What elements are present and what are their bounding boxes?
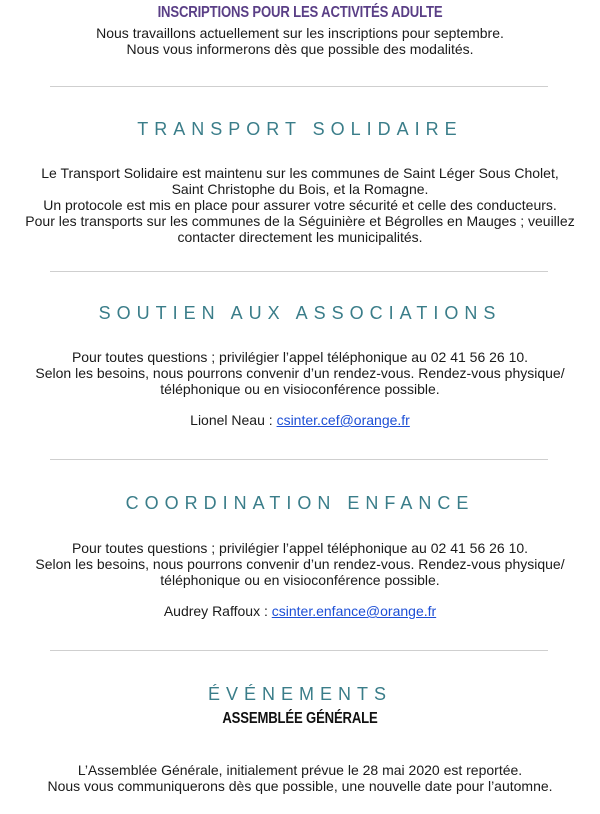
transport-text bbox=[0, 165, 600, 245]
enfance-email-link[interactable]: csinter.enfance@orange.fr bbox=[271, 603, 437, 619]
section-divider bbox=[50, 86, 548, 87]
evenements-text bbox=[0, 762, 600, 794]
associations-line-3: téléphonique ou en visioconférence possible. bbox=[160, 381, 440, 397]
transport-line-3: Un protocole est mis en place pour assurer votre sécurité et celle des conducteurs. bbox=[43, 197, 557, 213]
adult-line-1: Nous travaillons actuellement sur les inscriptions pour septembre. bbox=[96, 25, 504, 41]
adult-activities-heading: INSCRIPTIONS POUR LES ACTIVITÉS ADULTE bbox=[157, 4, 443, 21]
evenements-line-1: L’Assemblée Générale, initialement prévue le 28 mai 2020 est reportée. bbox=[77, 762, 523, 778]
associations-line-1: Pour toutes questions ; privilégier l’appel téléphonique au 02 41 56 26 10. bbox=[71, 349, 529, 365]
enfance-line-2: Selon les besoins, nous pourrons convenir d’un rendez-vous. Rendez-vous physique/ bbox=[35, 556, 565, 572]
associations-line-2: Selon les besoins, nous pourrons convenir d’un rendez-vous. Rendez-vous physique/ bbox=[35, 365, 565, 381]
section-divider bbox=[50, 650, 548, 651]
enfance-contact bbox=[0, 603, 600, 619]
associations-contact-name: Lionel Neau : bbox=[190, 412, 277, 428]
transport-line-1: Le Transport Solidaire est maintenu sur les communes de Saint Léger Sous Cholet, bbox=[41, 165, 559, 181]
transport-line-2: Saint Christophe du Bois, et la Romagne. bbox=[171, 181, 429, 197]
adult-activities-text bbox=[0, 25, 600, 57]
section-divider bbox=[50, 459, 548, 460]
enfance-line-3: téléphonique ou en visioconférence possible. bbox=[160, 572, 440, 588]
transport-line-5: contacter directement les municipalités. bbox=[177, 229, 423, 245]
associations-text bbox=[0, 349, 600, 397]
evenements-line-2: Nous vous communiquerons dès que possible, une nouvelle date pour l’automne. bbox=[47, 778, 553, 794]
associations-email-link[interactable]: csinter.cef@orange.fr bbox=[276, 412, 410, 428]
evenements-section-title: ÉVÉNEMENTS bbox=[207, 684, 393, 704]
adult-line-2: Nous vous informerons dès que possible des modalités. bbox=[126, 41, 474, 57]
enfance-section-title: COORDINATION ENFANCE bbox=[125, 493, 475, 513]
transport-line-4: Pour les transports sur les communes de la Séguinière et Bégrolles en Mauges ; veuillez bbox=[25, 213, 575, 229]
transport-section-title: TRANSPORT SOLIDAIRE bbox=[137, 119, 463, 139]
enfance-line-1: Pour toutes questions ; privilégier l’appel téléphonique au 02 41 56 26 10. bbox=[71, 540, 529, 556]
assemblee-generale-heading: ASSEMBLÉE GÉNÉRALE bbox=[222, 710, 378, 727]
section-divider bbox=[50, 271, 548, 272]
associations-section-title: SOUTIEN AUX ASSOCIATIONS bbox=[98, 303, 502, 323]
enfance-text bbox=[0, 540, 600, 588]
enfance-contact-name: Audrey Raffoux : bbox=[163, 603, 272, 619]
associations-contact bbox=[0, 412, 600, 428]
